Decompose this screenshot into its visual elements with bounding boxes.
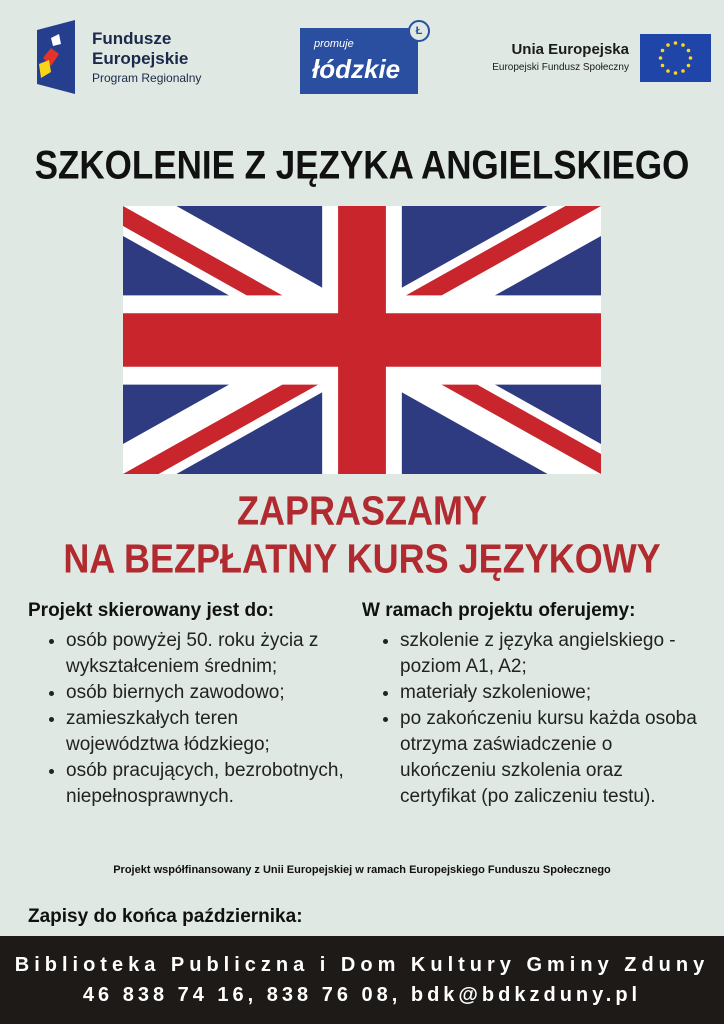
list-item: • szkolenie z języka angielskiego - poziom A1, A2; — [400, 628, 702, 680]
eu-star-icon — [681, 43, 685, 47]
list-item: • materiały szkoleniowe; — [400, 680, 702, 706]
fundusze-europejskie-logo-icon — [37, 20, 77, 94]
fe-line3: Program Regionalny — [92, 71, 202, 85]
union-jack-flag-icon — [123, 206, 601, 474]
fe-line1: Fundusze — [92, 29, 172, 48]
promuje-lodzkie-logo — [300, 28, 418, 94]
invite-line1: ZAPRASZAMY — [237, 487, 487, 534]
list-item: • po zakończeniu kursu każda osoba otrzyma zaświadczenie o ukończeniu szkolenia oraz certyfikat (po zaliczeniu testu). — [400, 706, 702, 810]
eu-star-icon — [681, 69, 685, 73]
cofinancing-note: Projekt współfinansowany z Unii Europejskiej w ramach Europejskiego Funduszu Społecznego — [113, 864, 611, 876]
list-item: • osób biernych zawodowo; — [66, 680, 348, 706]
eu-star-icon — [661, 49, 665, 53]
signup-deadline: Zapisy do końca października: — [28, 906, 303, 927]
lodz-small-text: promuje — [314, 38, 354, 50]
list-item: • osób pracujących, bezrobotnych, niepełnosprawnych. — [66, 758, 348, 810]
page-title: SZKOLENIE Z JĘZYKA ANGIELSKIEGO — [34, 143, 690, 188]
eu-star-icon — [674, 71, 678, 75]
offer-section — [362, 600, 702, 810]
eu-star-icon — [674, 41, 678, 45]
eu-star-icon — [666, 69, 670, 73]
fe-line2: Europejskie — [92, 49, 189, 68]
target-group-heading: Projekt skierowany jest do: — [28, 600, 275, 621]
eu-star-icon — [687, 64, 691, 68]
fundusze-europejskie-text — [92, 29, 201, 85]
lodz-big-text: łódzkie — [312, 54, 401, 84]
eu-star-icon — [687, 49, 691, 53]
contact-details: 46 838 74 16, 838 76 08, bdk@bdkzduny.pl — [82, 984, 642, 1006]
offer-heading: W ramach projektu oferujemy: — [362, 600, 636, 621]
target-group-list — [28, 628, 348, 810]
list-item: • zamieszkałych teren województwa łódzkiego; — [66, 706, 348, 758]
eu-star-icon — [666, 43, 670, 47]
eu-star-icon — [659, 56, 663, 60]
unia-europejska-text — [492, 41, 629, 73]
lodz-badge-icon: Ł — [408, 20, 430, 42]
organizer-name: Biblioteka Publiczna i Dom Kultury Gminy Zduny — [14, 954, 710, 976]
target-group-section — [28, 600, 348, 810]
ue-line1: Unia Europejska — [511, 41, 629, 58]
contact-footer — [0, 936, 724, 1024]
offer-list — [362, 628, 702, 810]
eu-flag-icon — [640, 34, 711, 82]
logo-bar — [0, 0, 724, 110]
invite-line2: NA BEZPŁATNY KURS JĘZYKOWY — [63, 535, 661, 582]
eu-star-icon — [661, 64, 665, 68]
eu-star-icon — [689, 56, 693, 60]
ue-line2: Europejski Fundusz Społeczny — [492, 62, 629, 73]
list-item: • osób powyżej 50. roku życia z wykształceniem średnim; — [66, 628, 348, 680]
